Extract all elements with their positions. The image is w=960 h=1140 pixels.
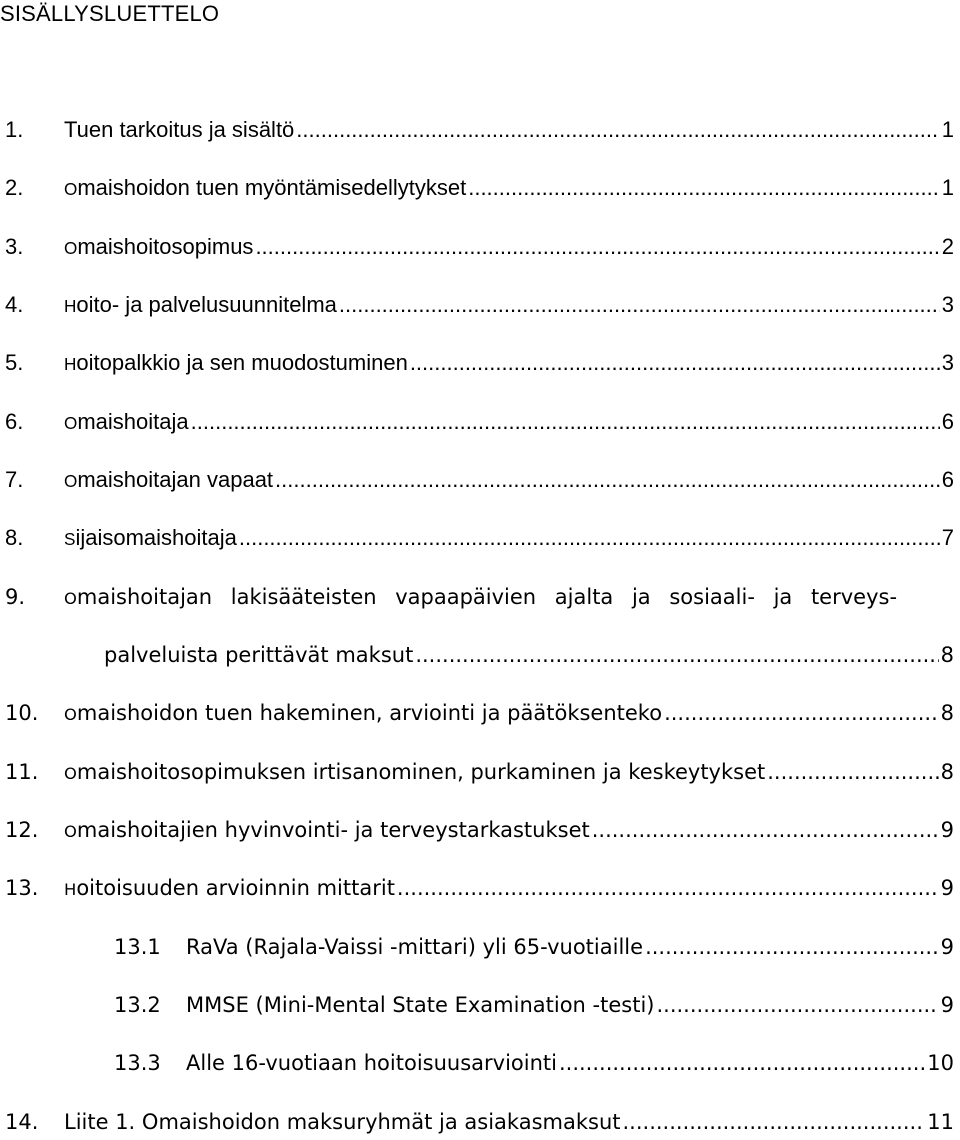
- entry-page: 10: [927, 1051, 954, 1075]
- toc-entry[interactable]: [0, 520, 954, 556]
- entry-text: Alle 16-vuotiaan hoitoisuusarviointi: [186, 1051, 557, 1075]
- toc-entry[interactable]: [0, 287, 954, 323]
- entry-number: 5.: [5, 350, 24, 375]
- entry-page: 9: [940, 876, 954, 900]
- toc-entry[interactable]: [0, 229, 954, 265]
- entry-text: Omaishoitosopimus: [64, 234, 254, 259]
- entry-row: [186, 987, 954, 1023]
- entry-row: [64, 462, 954, 498]
- entry-page: 8: [940, 643, 954, 667]
- entry-page: 6: [941, 467, 954, 492]
- entry-row: [186, 929, 954, 965]
- entry-row: [64, 170, 954, 206]
- dot-leader: [415, 637, 938, 673]
- entry-text: Hoitoisuuden arvioinnin mittarit: [64, 876, 395, 900]
- entry-row: [64, 229, 954, 265]
- entry-number: 14.: [5, 1110, 39, 1134]
- entry-number: 8.: [5, 525, 24, 550]
- dot-leader: [410, 345, 940, 381]
- entry-number: 13.2: [114, 993, 161, 1017]
- entry-page: 1: [941, 175, 954, 200]
- entry-page: 3: [941, 350, 954, 375]
- entry-page: 9: [940, 993, 954, 1017]
- entry-number: 1.: [5, 117, 24, 142]
- dot-leader: [255, 229, 939, 265]
- toc-entry[interactable]: [0, 870, 954, 906]
- entry-number: 10.: [5, 701, 39, 725]
- entry-page: 8: [940, 760, 954, 784]
- entry-number: 13.3: [114, 1051, 161, 1075]
- entry-number: 11.: [5, 760, 39, 784]
- entry-text: Omaishoitaja: [64, 409, 189, 434]
- entry-text: Omaishoitajan lakisääteisten vapaapäivien ajalta ja sosiaali- ja terveys-: [64, 585, 898, 609]
- entry-row: [186, 1045, 954, 1081]
- page-title: SISÄLLYSLUETTELO: [0, 1, 220, 26]
- entry-page: 2: [941, 234, 954, 259]
- entry-text: Sijaisomaishoitaja: [64, 525, 237, 550]
- dot-leader: [339, 287, 940, 323]
- entry-text: Omaishoitajan vapaat: [64, 467, 274, 492]
- toc-entry[interactable]: [0, 1104, 954, 1140]
- dot-leader: [559, 1045, 925, 1081]
- toc-entry[interactable]: [0, 112, 954, 148]
- entry-page: 8: [940, 701, 954, 725]
- entry-page: 1: [941, 117, 954, 142]
- toc-entry-continuation[interactable]: [0, 637, 954, 673]
- entry-row: [64, 404, 954, 440]
- entry-text: Liite 1. Omaishoidon maksuryhmät ja asiakasmaksut: [64, 1110, 621, 1134]
- entry-text: Omaishoidon tuen hakeminen, arviointi ja päätöksenteko: [64, 701, 663, 725]
- entry-text: Omaishoidon tuen myöntämisedellytykset: [64, 175, 467, 200]
- entry-number: 2.: [5, 175, 24, 200]
- entry-page: 6: [941, 409, 954, 434]
- entry-row: [104, 637, 954, 673]
- toc-subentry[interactable]: [0, 1045, 954, 1081]
- toc-entry[interactable]: [0, 812, 954, 848]
- entry-row: [64, 695, 954, 731]
- entry-number: 12.: [5, 818, 39, 842]
- toc-entry[interactable]: [0, 170, 954, 206]
- toc-entry[interactable]: [0, 345, 954, 381]
- entry-page: 11: [927, 1110, 954, 1134]
- entry-row: [64, 287, 954, 323]
- toc-entry[interactable]: [0, 695, 954, 731]
- entry-text: MMSE (Mini-Mental State Examination -testi): [186, 993, 655, 1017]
- dot-leader: [397, 870, 939, 906]
- entry-page: 9: [940, 818, 954, 842]
- dot-leader: [275, 462, 940, 498]
- dot-leader: [191, 404, 940, 440]
- dot-leader: [767, 754, 938, 790]
- dot-leader: [239, 520, 940, 556]
- entry-page: 9: [940, 935, 954, 959]
- entry-text: Hoitopalkkio ja sen muodostuminen: [64, 350, 408, 375]
- entry-text: RaVa (Rajala-Vaissi -mittari) yli 65-vuotiaille: [186, 935, 644, 959]
- entry-number: 6.: [5, 409, 24, 434]
- entry-continuation-text: palveluista perittävät maksut: [104, 643, 414, 667]
- entry-row: [64, 345, 954, 381]
- entry-number: 9.: [5, 585, 26, 609]
- entry-text: Tuen tarkoitus ja sisältö: [64, 117, 295, 142]
- dot-leader: [623, 1104, 926, 1140]
- entry-number: 7.: [5, 467, 24, 492]
- entry-row: [64, 812, 954, 848]
- entry-row: [64, 754, 954, 790]
- entry-row: [64, 520, 954, 556]
- dot-leader: [296, 112, 939, 148]
- entry-number: 4.: [5, 292, 24, 317]
- toc-subentry[interactable]: [0, 987, 954, 1023]
- entry-row: [64, 1104, 954, 1140]
- entry-text: Omaishoitajien hyvinvointi- ja terveystarkastukset: [64, 818, 590, 842]
- toc-entry[interactable]: [0, 404, 954, 440]
- toc-subentry[interactable]: [0, 929, 954, 965]
- entry-page: 7: [941, 525, 954, 550]
- entry-row: [64, 112, 954, 148]
- dot-leader: [468, 170, 940, 206]
- dot-leader: [645, 929, 939, 965]
- dot-leader: [592, 812, 939, 848]
- entry-text: Omaishoitosopimuksen irtisanominen, purkaminen ja keskeytykset: [64, 760, 766, 784]
- entry-number: 13.1: [114, 935, 161, 959]
- entry-number: 3.: [5, 234, 24, 259]
- entry-page: 3: [941, 292, 954, 317]
- entry-text: Hoito- ja palvelusuunnitelma: [64, 292, 337, 317]
- entry-number: 13.: [5, 876, 39, 900]
- entry-row: [64, 870, 954, 906]
- dot-leader: [656, 987, 938, 1023]
- toc-entry[interactable]: [0, 754, 954, 790]
- toc-entry-multiline[interactable]: [0, 579, 954, 615]
- toc-entry[interactable]: [0, 462, 954, 498]
- dot-leader: [664, 695, 939, 731]
